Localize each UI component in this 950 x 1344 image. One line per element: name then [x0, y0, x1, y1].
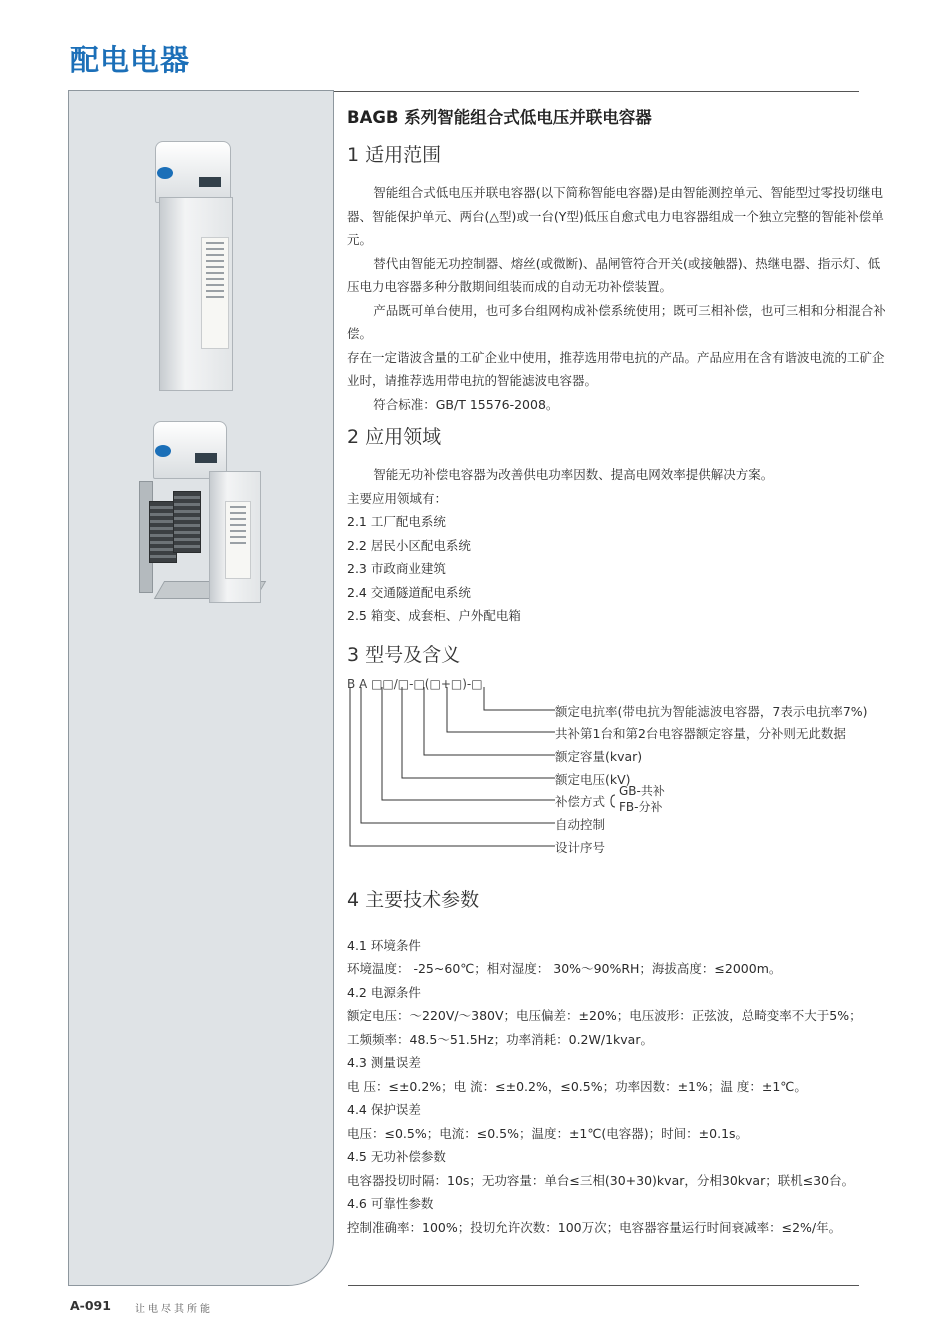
- spec-line: 环境温度： -25~60℃；相对湿度： 30%～90%RH；海拔高度：≤2000m。: [347, 961, 782, 976]
- brand-logo-icon: [157, 167, 173, 179]
- spec-line: 电压：≤0.5%；电流：≤0.5%；温度：±1℃(电容器)；时间：±0.1s。: [347, 1125, 749, 1141]
- left-image-panel: [68, 90, 334, 1286]
- capacitor-product-image: [149, 141, 259, 391]
- brace-option-common: GB-共补: [619, 783, 665, 798]
- display-window: [195, 453, 217, 463]
- s1-standard: 符合标准：GB/T 15576-2008。: [373, 396, 559, 412]
- footer-slogan: 让电尽其所能: [135, 1304, 213, 1315]
- s1-paragraph: 智能组合式低电压并联电容器(以下简称智能电容器)是由智能测控单元、智能型过零投切继电器、智能保护单元、两台(△型)或一台(Y型)低压自愈式电力电容器组成一个独立完整的智能补偿单元。: [347, 185, 884, 247]
- spec-subheading: 4.5 无功补偿参数: [347, 1149, 446, 1164]
- spec-subheading: 4.4 保护误差: [347, 1102, 421, 1117]
- main-content: [347, 104, 887, 1239]
- s2-paragraph: 智能无功补偿电容器为改善供电功率因数、提高电网效率提供解决方案。: [373, 467, 774, 482]
- s2-list-item: 2.4 交通隧道配电系统: [347, 584, 471, 600]
- top-divider: [334, 91, 859, 92]
- spec-line: 控制准确率：100%；投切允许次数：100万次；电容器容量运行时间衰减率：≤2%/年。: [347, 1219, 842, 1235]
- section-2-title: 2 应用领域: [347, 426, 442, 448]
- spec-subheading: 4.2 电源条件: [347, 984, 421, 1000]
- model-code-string: B A □□/□-□(□+□)-□: [347, 676, 483, 691]
- section-1-title: 1 适用范围: [347, 144, 442, 166]
- spec-subheading: 4.1 环境条件: [347, 937, 421, 953]
- s1-paragraph: 存在一定谐波含量的工矿企业中使用，推荐选用带电抗的产品。产品应用在含有谐波电流的工矿企业时，请推荐选用带电抗的智能滤波电容器。: [347, 349, 885, 388]
- spec-subheading: 4.3 测量误差: [347, 1055, 421, 1070]
- filter-capacitor-product-image: [129, 421, 309, 621]
- s2-intro: 主要应用领域有：: [347, 490, 448, 506]
- model-desc-rated-voltage: 额定电压(kV): [555, 771, 631, 787]
- brand-logo-icon: [155, 445, 171, 457]
- section-3-title: 3 型号及含义: [347, 643, 461, 666]
- spec-line: 额定电压：～220V/～380V；电压偏差：±20%；电压波形：正弦波，总畸变率不大于5%；: [347, 1008, 862, 1023]
- model-desc-reactance: 额定电抗率(带电抗为智能滤波电容器，7表示电抗率7%): [555, 703, 868, 719]
- spec-line: 电容器投切时隔：10s；无功容量：单台≤三相(30+30)kvar，分相30kvar；联机≤30台。: [347, 1172, 855, 1188]
- s2-list-item: 2.1 工厂配电系统: [347, 514, 446, 529]
- page-number: A-091: [70, 1298, 111, 1313]
- spec-line: 电 压：≤±0.2%；电 流：≤±0.2%，≤0.5%；功率因数：±1%；温 度：±1℃。: [347, 1078, 807, 1094]
- s1-paragraph: 替代由智能无功控制器、熔丝(或微断)、晶闸管符合开关(或接触器)、热继电器、指示灯、低压电力电容器多种分散期间组装而成的自动无功补偿装置。: [347, 255, 881, 294]
- bottom-divider: [348, 1285, 859, 1286]
- s1-paragraph: 产品既可单台使用，也可多台组网构成补偿系统使用；既可三相补偿，也可三相和分相混合补偿。: [347, 302, 886, 341]
- spec-subheading: 4.6 可靠性参数: [347, 1196, 434, 1211]
- s2-list-item: 2.5 箱变、成套柜、户外配电箱: [347, 608, 521, 623]
- section-4-title: 4 主要技术参数: [347, 888, 480, 911]
- brace-option-split: FB-分补: [619, 799, 663, 814]
- model-desc-capacity-split: 共补第1台和第2台电容器额定容量，分补则无此数据: [555, 725, 846, 741]
- nameplate-label: [225, 501, 251, 579]
- spec-line: 工频频率：48.5～51.5Hz；功率消耗：0.2W/1kvar。: [347, 1031, 653, 1047]
- display-window: [199, 177, 221, 187]
- model-code-diagram: [347, 677, 887, 867]
- reactor-coil-right: [173, 491, 201, 553]
- model-desc-design-serial: 设计序号: [555, 839, 606, 855]
- s2-list-item: 2.3 市政商业建筑: [347, 561, 446, 576]
- product-title: BAGB 系列智能组合式低电压并联电容器: [347, 108, 652, 127]
- nameplate-label: [201, 237, 229, 349]
- model-desc-compensation-mode: 补偿方式: [555, 793, 606, 809]
- page-category-header: 配电电器: [70, 43, 191, 77]
- model-desc-auto-control: 自动控制: [555, 816, 606, 832]
- s2-list-item: 2.2 居民小区配电系统: [347, 537, 471, 553]
- model-desc-rated-capacity: 额定容量(kvar): [555, 748, 643, 764]
